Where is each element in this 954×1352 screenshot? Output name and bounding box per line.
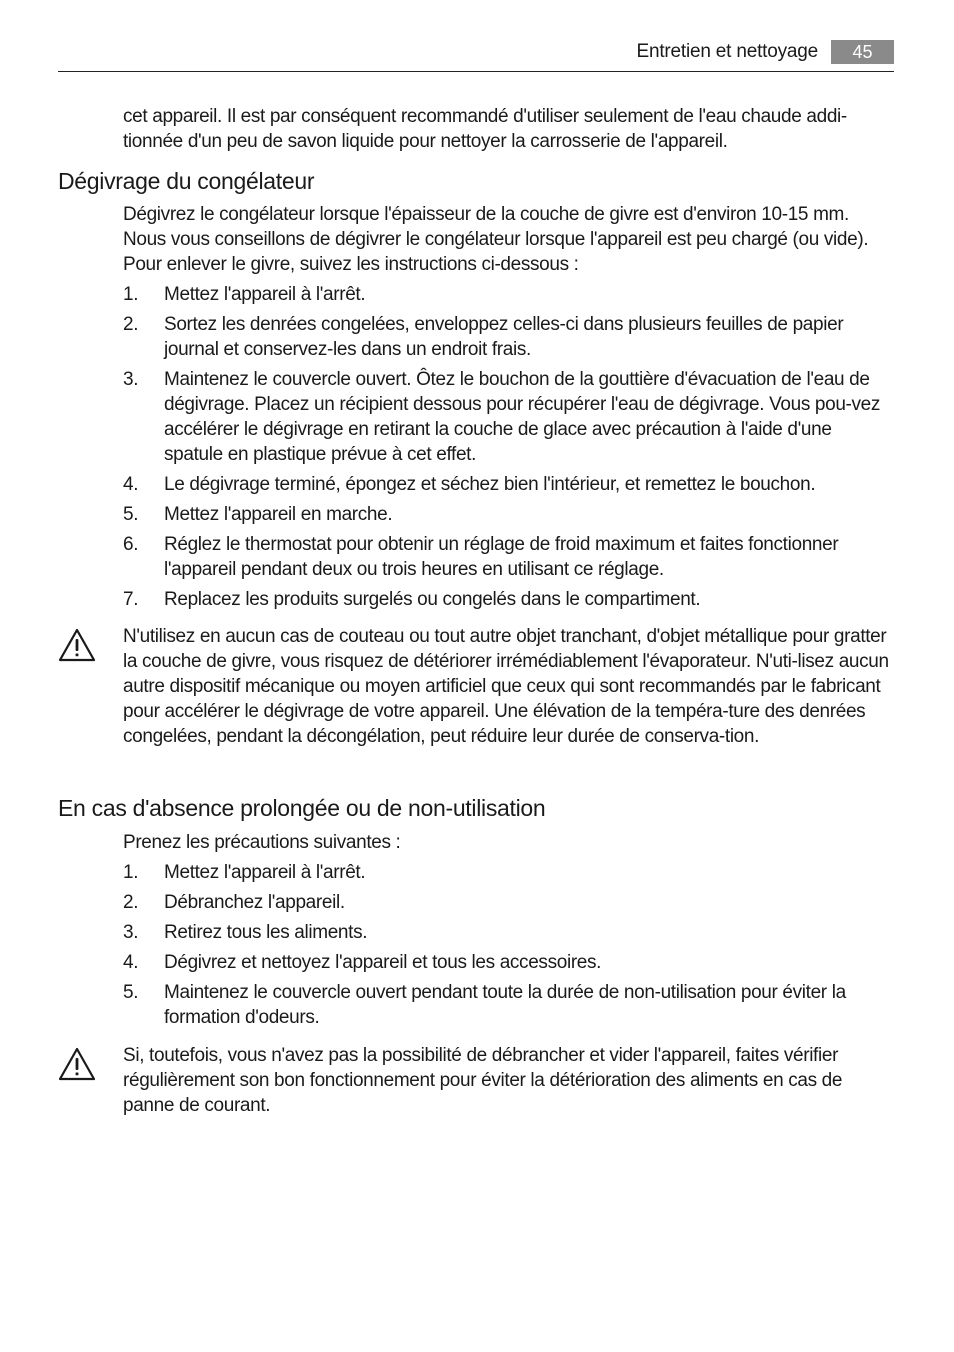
list-item: [123, 282, 895, 307]
step-number: 5.: [123, 982, 139, 1003]
warning-triangle-icon: [58, 1047, 96, 1081]
step-number: 4.: [123, 474, 139, 495]
absence-intro-paragraph: Prenez les précautions suivantes :: [123, 832, 401, 853]
step-text: Mettez l'appareil à l'arrêt.: [164, 284, 366, 305]
step-number: 1.: [123, 284, 139, 305]
intro-paragraph: cet appareil. Il est par conséquent recommandé d'utiliser seulement de l'eau chaude addi-tionnée d'un peu de savon liquide pour nettoyer la carrosserie de l'appareil.: [123, 106, 847, 152]
step-number: 6.: [123, 534, 139, 555]
warning-text: Si, toutefois, vous n'avez pas la possibilité de débrancher et vider l'appareil, faites vérifier régulièrement son bon fonctionnement pour éviter la détérioration des aliments en cas de panne de courant.: [123, 1045, 843, 1116]
step-number: 7.: [123, 589, 139, 610]
absence-section-body: [123, 830, 895, 1030]
defrost-steps-list: [123, 282, 895, 612]
list-item: [123, 860, 895, 885]
absence-steps-list: [123, 860, 895, 1030]
list-item: [123, 532, 895, 582]
step-text: Réglez le thermostat pour obtenir un réglage de froid maximum et faites fonctionner l'appareil pendant deux ou trois heures en utilisant ce réglage.: [164, 534, 839, 580]
step-number: 5.: [123, 504, 139, 525]
list-item: [123, 920, 895, 945]
section-title: Entretien et nettoyage: [636, 41, 818, 62]
list-item: [123, 587, 895, 612]
page-header: [58, 38, 894, 72]
warning-note-defrost: [58, 624, 894, 749]
defrost-section-body: [123, 202, 895, 612]
list-item: [123, 502, 895, 527]
list-item: [123, 312, 895, 362]
step-text: Dégivrez et nettoyez l'appareil et tous les accessoires.: [164, 952, 602, 973]
list-item: [123, 472, 895, 497]
defrost-intro-paragraph: Dégivrez le congélateur lorsque l'épaisseur de la couche de givre est d'environ 10-15 mm. Nous vous conseillons de dégivrer le congélateur lorsque l'appareil est peu chargé (ou vide). Pour enlever le givre, suivez les instructions ci-dessous :: [123, 204, 869, 275]
page-number-badge: 45: [831, 40, 894, 64]
step-text: Sortez les denrées congelées, enveloppez celles-ci dans plusieurs feuilles de papier journal et conservez-les dans un endroit frais.: [164, 314, 844, 360]
step-text: Retirez tous les aliments.: [164, 922, 368, 943]
step-number: 1.: [123, 862, 139, 883]
step-number: 2.: [123, 892, 139, 913]
section-heading-absence: En cas d'absence prolongée ou de non-utilisation: [58, 795, 546, 821]
section-heading-defrosting: Dégivrage du congélateur: [58, 168, 315, 194]
list-item: [123, 367, 895, 467]
list-item: [123, 890, 895, 915]
list-item: [123, 950, 895, 975]
step-number: 3.: [123, 369, 139, 390]
list-item: [123, 980, 895, 1030]
warning-triangle-icon: [58, 628, 96, 662]
step-text: Mettez l'appareil à l'arrêt.: [164, 862, 366, 883]
step-text: Le dégivrage terminé, épongez et séchez bien l'intérieur, et remettez le bouchon.: [164, 474, 816, 495]
step-text: Maintenez le couvercle ouvert pendant toute la durée de non-utilisation pour éviter la formation d'odeurs.: [164, 982, 846, 1028]
step-number: 3.: [123, 922, 139, 943]
step-number: 2.: [123, 314, 139, 335]
step-text: Débranchez l'appareil.: [164, 892, 345, 913]
step-number: 4.: [123, 952, 139, 973]
step-text: Maintenez le couvercle ouvert. Ôtez le bouchon de la gouttière d'évacuation de l'eau de dégivrage. Placez un récipient dessous pour récupérer l'eau de dégivrage. Vous pou-vez accélérer le dégivrage en retirant la couche de glace avec précaution à l'aide d'une spatule en plastique prévue à cet effet.: [164, 369, 881, 465]
step-text: Replacez les produits surgelés ou congelés dans le compartiment.: [164, 589, 701, 610]
step-text: Mettez l'appareil en marche.: [164, 504, 393, 525]
warning-text: N'utilisez en aucun cas de couteau ou tout autre objet tranchant, d'objet métallique pour gratter la couche de givre, vous risquez de détériorer irrémédiablement l'évaporateur. N'uti-lisez aucun autre dispositif mécanique ou moyen artificiel que ceux qui sont recommandés par le fabricant pour accélérer le dégivrage de votre appareil. Une élévation de la tempéra-ture des denrées congelées, pendant la décongélation, peut réduire leur durée de conserva-tion.: [123, 626, 889, 747]
warning-note-absence: [58, 1043, 894, 1118]
